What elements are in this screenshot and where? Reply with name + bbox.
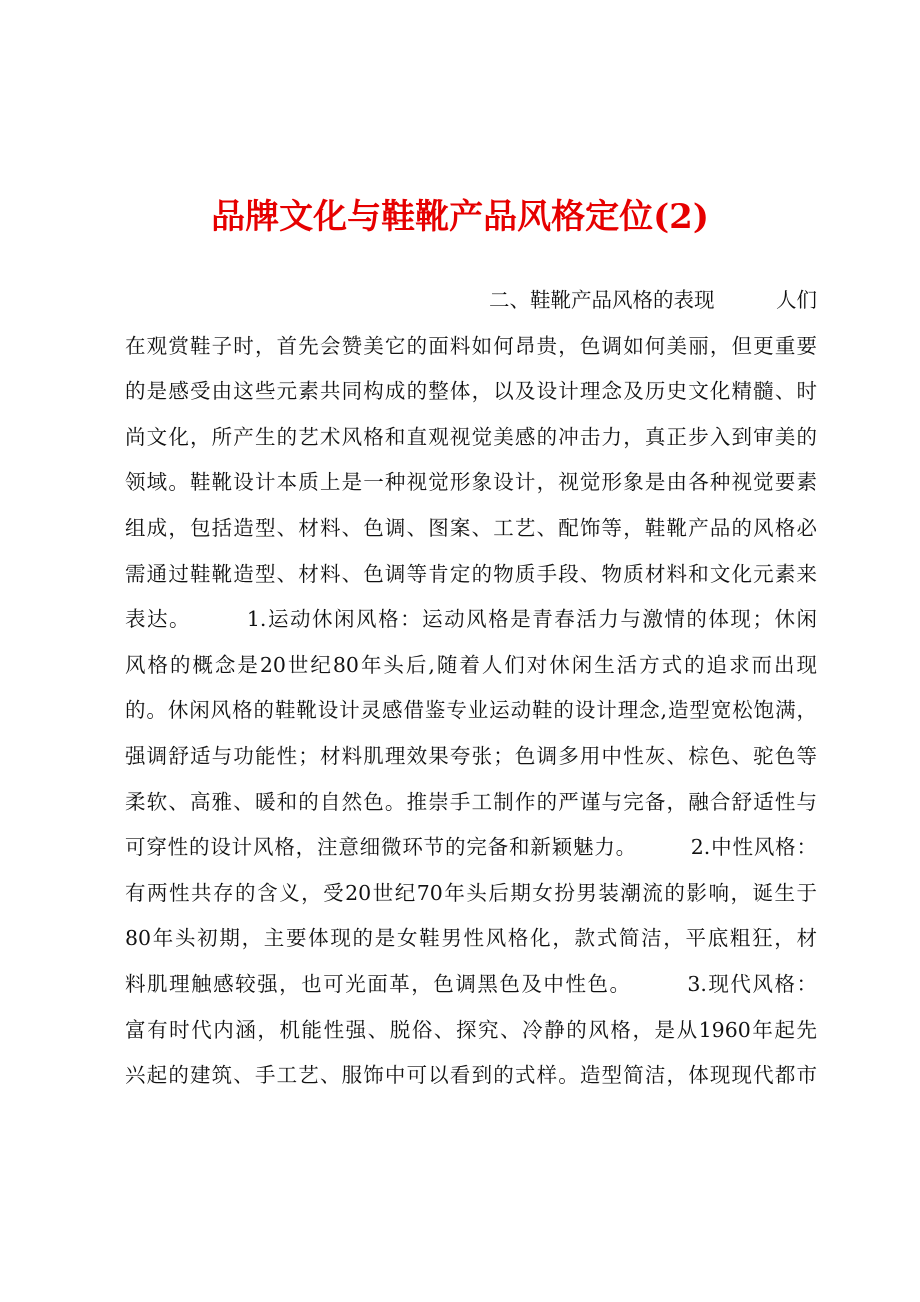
body-line: 组成，包括造型、材料、色调、图案、工艺、配饰等，鞋靴产品的风格必 <box>125 515 817 540</box>
body-line: 强调舒适与功能性；材料肌理效果夸张；色调多用中性灰、棕色、驼色等 <box>125 743 817 768</box>
body-line: 的是感受由这些元素共同构成的整体，以及设计理念及历史文化精髓、时 <box>125 379 817 404</box>
body-line: 表达。 1.运动休闲风格：运动风格是青春活力与激情的体现；休闲 <box>125 607 817 632</box>
body-line: 二、鞋靴产品风格的表现 人们 <box>489 288 817 312</box>
document-body <box>125 278 817 1099</box>
body-line: 风格的概念是20世纪80年头后,随着人们对休闲生活方式的追求而出现 <box>125 652 817 677</box>
body-line: 富有时代内涵，机能性强、脱俗、探究、冷静的风格，是从1960年起先 <box>125 1017 817 1042</box>
body-line: 80年头初期，主要体现的是女鞋男性风格化，款式简洁，平底粗狂，材 <box>125 926 817 951</box>
body-line: 领域。鞋靴设计本质上是一种视觉形象设计，视觉形象是由各种视觉要素 <box>125 470 817 495</box>
body-line: 的。休闲风格的鞋靴设计灵感借鉴专业运动鞋的设计理念,造型宽松饱满， <box>125 698 817 723</box>
document-title: 品牌文化与鞋靴产品风格定位(2) <box>211 197 709 237</box>
body-line: 料肌理触感较强，也可光面革，色调黑色及中性色。 3.现代风格： <box>125 971 817 996</box>
body-line: 柔软、高雅、暖和的自然色。推崇手工制作的严谨与完备，融合舒适性与 <box>125 789 817 814</box>
body-line: 兴起的建筑、手工艺、服饰中可以看到的式样。造型简洁，体现现代都市 <box>125 1063 817 1088</box>
body-line: 尚文化，所产生的艺术风格和直观视觉美感的冲击力，真正步入到审美的 <box>125 424 817 449</box>
body-line: 可穿性的设计风格，注意细微环节的完备和新颖魅力。 2.中性风格： <box>125 835 817 860</box>
body-line: 在观赏鞋子时，首先会赞美它的面料如何昂贵，色调如何美丽，但更重要 <box>125 333 817 358</box>
body-line: 有两性共存的含义，受20世纪70年头后期女扮男装潮流的影响，诞生于 <box>125 880 817 905</box>
body-line: 需通过鞋靴造型、材料、色调等肯定的物质手段、物质材料和文化元素来 <box>125 561 817 586</box>
